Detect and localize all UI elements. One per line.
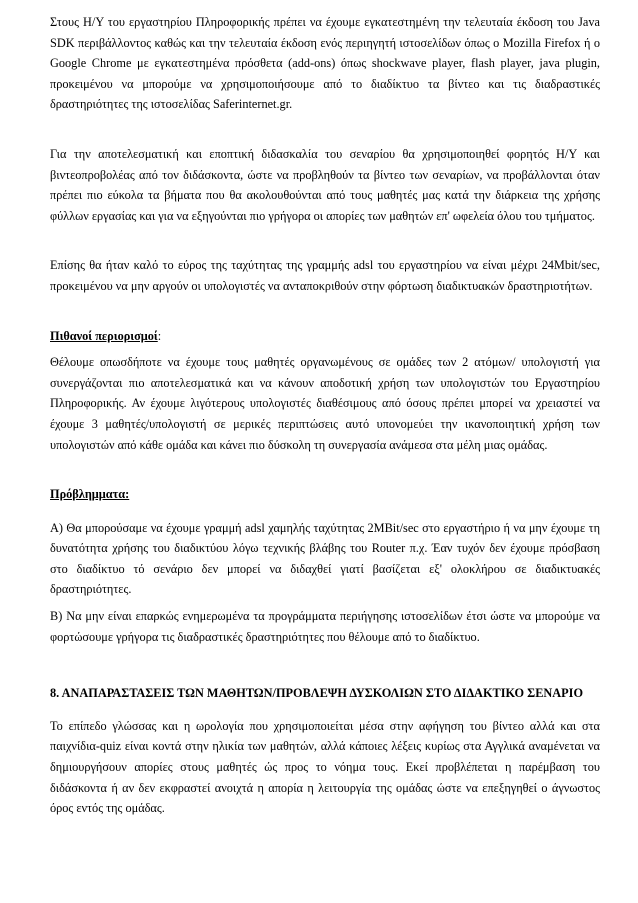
paragraph-adsl-speed: Επίσης θα ήταν καλό το εύρος της ταχύτητας της γραμμής adsl του εργαστηρίου να είναι μέχρι 24Mbit/sec, προκειμένου να μην αργούν οι υπολογιστές να ανταποκριθούν στην φόρτωση διαδικτυακών δραστηριοτήτων. [50, 258, 600, 293]
limitations-heading-text: Πιθανοί περιορισμοί [50, 328, 158, 343]
limitations-heading-colon: : [157, 328, 162, 343]
document-page [50, 12, 600, 819]
paragraph-problem-a: Α) Θα μπορούσαμε να έχουμε γραμμή adsl χαμηλής ταχύτητας 2MBit/sec στο εργαστήριο ή να μην έχουμε τη δυνατότητα χρήσης του διαδικτύου λόγω τεχνικής βλάβης του Router π.χ. Έαν τυχόν δεν έχουμε πρόσβαση στο διαδίκτυο τό σενάριο δεν μπορεί να διδαχθεί γιατί βασίζεται εξ' ολοκλήρου σε διαδικτυακές δραστηριότητες. [50, 520, 600, 597]
paragraph-problem-b: Β) Να μην είναι επαρκώς ενημερωμένα τα προγράμματα περιήγησης ιστοσελίδων έτσι ώστε να μπορούμε να φορτώσουμε γρήγορα τις διαδραστικές δραστηριότητες που θέλουμε από το διαδίκτυο. [50, 609, 600, 644]
section-8-heading: 8. ΑΝΑΠΑΡΑΣΤΑΣΕΙΣ ΤΩΝ ΜΑΘΗΤΩΝ/ΠΡΟΒΛΕΨΗ ΔΥΣΚΟΛΙΩΝ ΣΤΟ ΔΙΔΑΚΤΙΚΟ ΣΕΝΑΡΙΟ [50, 686, 584, 701]
paragraph-software-requirements: Στους Η/Υ του εργαστηρίου Πληροφορικής πρέπει να έχουμε εγκατεστημένη την τελευταία έκδοση του Java SDK περιβάλλοντος καθώς και την τελευταία έκδοση ενός περιηγητή ιστοσελίδων όπως ο Mozilla Firefox ή ο Google Chrome με εγκατεστημένα πρόσθετα (add-ons) όπως shockwave player, flash player, java plugin, προκειμένου να μπορούμε να χρησιμοποιήσουμε από το διαδίκτυο τα βίντεο και τις διαδραστικές δραστηριότητες της ιστοσελίδας Saferinternet.gr. [50, 15, 600, 112]
problems-heading: Πρόβλημματα: [50, 487, 130, 502]
paragraph-student-groups: Θέλουμε οπωσδήποτε να έχουμε τους μαθητές οργανωμένους σε ομάδες των 2 ατόμων/ υπολογιστή για συνεργάζονται πιο αποτελεσματικά και να κάνουν αποδοτική χρήση των υπολογιστών του Εργαστηρίου Πληροφορικής. Αν έχουμε λιγότερους υπολογιστές διαθέσιμους από όσους πρέπει μπορεί να χρειαστεί να έχουμε 3 μαθητές/υπολογιστή σε μερικές περιπτώσεις αυτό υπονομεύει την ικανοποιητική χρήση των υπολογιστών από κάθε ομάδα και κάνει πιο δύσκολη τη συνεργασία ανάμεσα στα μέλη μιας ομάδας. [50, 355, 600, 452]
paragraph-language-level: Το επίπεδο γλώσσας και η ωρολογία που χρησιμοποιείται μέσα στην αφήγηση του βίντεο αλλά και στα παιχνίδια-quiz είναι κοντά στην ηλικία των μαθητών, αλλά κάποιες λέξεις κυρίως στα Αγγλικά αναμένεται να δημιουργήσουν απορίες στους μαθητές ώς προς το νόημα τους. Εκεί προβλέπεται η παρέμβαση του διδάσκοντα ή αν δεν εκφραστεί ανοιχτά η απορία η λειτουργία της ομάδας ώστε να επεξηγηθεί ο άγνωστος όρος εντός της ομάδας. [50, 718, 600, 816]
limitations-heading [50, 326, 600, 347]
paragraph-projector-usage: Για την αποτελεσματική και εποπτική διδασκαλία του σεναρίου θα χρησιμοποιηθεί φορητός Η/Υ και βιντεοπροβολέας από τον διδάσκοντα, ώστε να προβληθούν τα βίντεο των σεναρίων, να προβάλλονται όταν πρέπει πιο εύκολα τα βήματα που θα ακολουθούνται από τους μαθητές μας κατά την διάρκεια της χρήσης φύλλων εργασίας και για να εξηγούνται πιο γρήγορα οι απορίες των μαθητών επ' ωφελεία όλου του τμήματος. [50, 146, 600, 223]
